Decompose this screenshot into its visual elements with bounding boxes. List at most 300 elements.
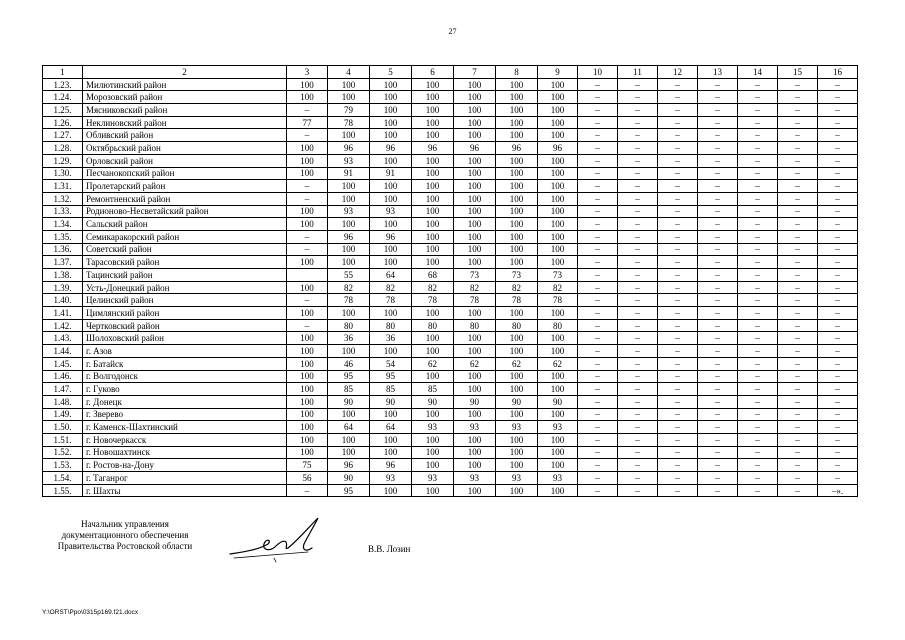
district-name-cell: Морозовский район — [83, 91, 287, 104]
value-cell: 100 — [454, 218, 496, 231]
value-cell: 100 — [454, 332, 496, 345]
row-number-cell: 1.25. — [43, 104, 83, 117]
value-cell: 100 — [454, 205, 496, 218]
column-header-5: 5 — [370, 66, 412, 79]
value-cell: 93 — [370, 205, 412, 218]
value-cell: – — [618, 230, 658, 243]
value-cell: – — [818, 307, 858, 320]
row-number-cell: 1.38. — [43, 269, 83, 282]
value-cell: – — [778, 230, 818, 243]
value-cell: 93 — [538, 472, 578, 485]
value-cell: – — [698, 91, 738, 104]
signer-name: В.В. Лозин — [368, 544, 411, 554]
value-cell: – — [738, 129, 778, 142]
value-cell: 100 — [328, 180, 370, 193]
value-cell: – — [778, 142, 818, 155]
value-cell: – — [658, 129, 698, 142]
value-cell: 100 — [412, 307, 454, 320]
value-cell: – — [618, 433, 658, 446]
value-cell: 93 — [538, 421, 578, 434]
district-name-cell: Милютинский район — [83, 78, 287, 91]
value-cell: 96 — [370, 230, 412, 243]
value-cell: – — [698, 269, 738, 282]
value-cell: – — [698, 256, 738, 269]
value-cell: – — [578, 408, 618, 421]
value-cell: – — [698, 142, 738, 155]
value-cell: – — [658, 180, 698, 193]
table-row — [43, 192, 858, 205]
value-cell: – — [578, 256, 618, 269]
value-cell: 100 — [454, 446, 496, 459]
value-cell: 56 — [287, 472, 328, 485]
value-cell: – — [287, 230, 328, 243]
row-number-cell: 1.43. — [43, 332, 83, 345]
value-cell: – — [738, 319, 778, 332]
value-cell: – — [658, 91, 698, 104]
value-cell: – — [287, 319, 328, 332]
value-cell: 62 — [412, 357, 454, 370]
district-name-cell: г. Азов — [83, 345, 287, 358]
signer-title-line-2: документационного обеспечения — [61, 530, 189, 540]
value-cell: 100 — [287, 345, 328, 358]
row-number-cell: 1.33. — [43, 205, 83, 218]
value-cell: 100 — [412, 446, 454, 459]
district-name-cell: Целинский район — [83, 294, 287, 307]
value-cell: – — [578, 91, 618, 104]
value-cell: 91 — [328, 167, 370, 180]
value-cell: – — [738, 370, 778, 383]
value-cell: 100 — [496, 433, 538, 446]
value-cell: – — [698, 205, 738, 218]
value-cell: – — [618, 154, 658, 167]
value-cell: – — [818, 433, 858, 446]
value-cell: 100 — [454, 408, 496, 421]
value-cell: 100 — [454, 383, 496, 396]
district-name-cell: г. Батайск — [83, 357, 287, 370]
value-cell: – — [738, 408, 778, 421]
table-row — [43, 218, 858, 231]
value-cell: 90 — [454, 395, 496, 408]
value-cell: 100 — [328, 408, 370, 421]
value-cell: – — [738, 433, 778, 446]
column-header-4: 4 — [328, 66, 370, 79]
value-cell: – — [818, 345, 858, 358]
value-cell: 93 — [370, 472, 412, 485]
district-name-cell: Родионово-Несветайский район — [83, 205, 287, 218]
value-cell: – — [818, 472, 858, 485]
column-header-1: 1 — [43, 66, 83, 79]
value-cell: – — [578, 319, 618, 332]
table-row — [43, 91, 858, 104]
value-cell: – — [698, 129, 738, 142]
value-cell: – — [818, 383, 858, 396]
value-cell: – — [698, 218, 738, 231]
value-cell: 100 — [454, 167, 496, 180]
value-cell: – — [658, 484, 698, 497]
value-cell: 100 — [538, 91, 578, 104]
value-cell: 100 — [328, 433, 370, 446]
value-cell: 100 — [370, 345, 412, 358]
value-cell: – — [738, 256, 778, 269]
value-cell: 100 — [328, 256, 370, 269]
value-cell: 100 — [370, 307, 412, 320]
value-cell: 100 — [287, 357, 328, 370]
value-cell: 100 — [328, 243, 370, 256]
table-row — [43, 319, 858, 332]
value-cell: – — [698, 383, 738, 396]
value-cell: – — [818, 205, 858, 218]
value-cell: – — [698, 345, 738, 358]
value-cell: – — [618, 205, 658, 218]
value-cell: 100 — [412, 243, 454, 256]
row-number-cell: 1.24. — [43, 91, 83, 104]
district-name-cell: г. Донецк — [83, 395, 287, 408]
value-cell: – — [698, 459, 738, 472]
value-cell: – — [578, 345, 618, 358]
value-cell: 100 — [287, 370, 328, 383]
value-cell: – — [818, 357, 858, 370]
value-cell: 100 — [412, 91, 454, 104]
district-name-cell: Пролетарский район — [83, 180, 287, 193]
district-name-cell: Шолоховский район — [83, 332, 287, 345]
value-cell: 100 — [538, 307, 578, 320]
value-cell: – — [818, 421, 858, 434]
value-cell: – — [698, 433, 738, 446]
value-cell: 100 — [454, 345, 496, 358]
value-cell: 100 — [287, 395, 328, 408]
value-cell: – — [698, 408, 738, 421]
value-cell: 100 — [287, 167, 328, 180]
value-cell: – — [818, 319, 858, 332]
value-cell: – — [778, 383, 818, 396]
value-cell: 100 — [538, 345, 578, 358]
value-cell: – — [778, 307, 818, 320]
value-cell: 93 — [328, 154, 370, 167]
value-cell: 100 — [538, 332, 578, 345]
value-cell: – — [578, 370, 618, 383]
value-cell: 100 — [496, 104, 538, 117]
value-cell: – — [618, 332, 658, 345]
value-cell: – — [618, 383, 658, 396]
value-cell: – — [658, 256, 698, 269]
column-header-3: 3 — [287, 66, 328, 79]
row-number-cell: 1.44. — [43, 345, 83, 358]
value-cell: – — [698, 357, 738, 370]
data-table — [42, 65, 858, 497]
district-name-cell: г. Новошахтинск — [83, 446, 287, 459]
value-cell: – — [658, 116, 698, 129]
row-number-cell: 1.37. — [43, 256, 83, 269]
value-cell: – — [618, 408, 658, 421]
value-cell: – — [658, 446, 698, 459]
value-cell: – — [658, 281, 698, 294]
value-cell: – — [738, 167, 778, 180]
value-cell: 82 — [412, 281, 454, 294]
value-cell: 100 — [496, 332, 538, 345]
value-cell: 95 — [370, 370, 412, 383]
row-number-cell: 1.49. — [43, 408, 83, 421]
district-name-cell: г. Гуково — [83, 383, 287, 396]
value-cell: 100 — [328, 446, 370, 459]
value-cell: 100 — [538, 433, 578, 446]
table-row — [43, 357, 858, 370]
district-name-cell: Орловский район — [83, 154, 287, 167]
value-cell: 85 — [412, 383, 454, 396]
value-cell: 100 — [496, 459, 538, 472]
value-cell: – — [778, 357, 818, 370]
value-cell: – — [778, 421, 818, 434]
value-cell: – — [698, 294, 738, 307]
value-cell: 100 — [454, 116, 496, 129]
value-cell: – — [578, 192, 618, 205]
value-cell: – — [658, 294, 698, 307]
value-cell: – — [818, 230, 858, 243]
value-cell: – — [578, 294, 618, 307]
value-cell: – — [287, 294, 328, 307]
value-cell: 100 — [454, 256, 496, 269]
value-cell: 100 — [412, 332, 454, 345]
value-cell: 100 — [454, 370, 496, 383]
value-cell: 90 — [412, 395, 454, 408]
value-cell: – — [618, 256, 658, 269]
value-cell: – — [578, 332, 618, 345]
value-cell: 100 — [538, 459, 578, 472]
district-name-cell: Песчанокопский район — [83, 167, 287, 180]
value-cell: – — [658, 345, 698, 358]
value-cell: 100 — [538, 230, 578, 243]
value-cell: – — [738, 142, 778, 155]
value-cell: 100 — [412, 192, 454, 205]
value-cell: 95 — [328, 370, 370, 383]
row-number-cell: 1.31. — [43, 180, 83, 193]
value-cell: – — [287, 180, 328, 193]
value-cell: – — [618, 446, 658, 459]
value-cell: – — [778, 395, 818, 408]
value-cell: 100 — [370, 484, 412, 497]
value-cell: 100 — [287, 408, 328, 421]
column-header-14: 14 — [738, 66, 778, 79]
value-cell: –». — [818, 484, 858, 497]
value-cell: 100 — [370, 180, 412, 193]
value-cell: – — [818, 154, 858, 167]
value-cell: 100 — [287, 332, 328, 345]
value-cell: – — [578, 357, 618, 370]
value-cell: – — [818, 256, 858, 269]
table-row — [43, 345, 858, 358]
value-cell: – — [738, 395, 778, 408]
value-cell: – — [738, 345, 778, 358]
value-cell: – — [618, 472, 658, 485]
value-cell: – — [618, 307, 658, 320]
value-cell: 100 — [328, 307, 370, 320]
value-cell: 100 — [454, 192, 496, 205]
value-cell: – — [738, 294, 778, 307]
table-row — [43, 167, 858, 180]
value-cell: 100 — [370, 408, 412, 421]
table-row — [43, 154, 858, 167]
value-cell: 54 — [370, 357, 412, 370]
value-cell: 100 — [412, 129, 454, 142]
value-cell: – — [658, 78, 698, 91]
row-number-cell: 1.23. — [43, 78, 83, 91]
value-cell: – — [818, 408, 858, 421]
value-cell: – — [778, 78, 818, 91]
value-cell: 100 — [496, 167, 538, 180]
value-cell: 46 — [328, 357, 370, 370]
value-cell: – — [578, 472, 618, 485]
value-cell: – — [738, 446, 778, 459]
value-cell: – — [618, 116, 658, 129]
value-cell: – — [578, 484, 618, 497]
table-row — [43, 433, 858, 446]
value-cell: – — [818, 104, 858, 117]
row-number-cell: 1.40. — [43, 294, 83, 307]
value-cell: 73 — [496, 269, 538, 282]
value-cell: – — [778, 91, 818, 104]
value-cell: – — [738, 91, 778, 104]
value-cell: 100 — [538, 484, 578, 497]
value-cell: 100 — [496, 370, 538, 383]
row-number-cell: 1.45. — [43, 357, 83, 370]
value-cell: – — [778, 281, 818, 294]
value-cell: 82 — [370, 281, 412, 294]
value-cell: 62 — [454, 357, 496, 370]
value-cell: – — [778, 484, 818, 497]
value-cell: – — [618, 345, 658, 358]
row-number-cell: 1.35. — [43, 230, 83, 243]
value-cell: 100 — [496, 383, 538, 396]
row-number-cell: 1.51. — [43, 433, 83, 446]
district-name-cell: г. Шахты — [83, 484, 287, 497]
value-cell: – — [778, 180, 818, 193]
value-cell: – — [778, 459, 818, 472]
value-cell: 100 — [328, 218, 370, 231]
value-cell: 100 — [412, 180, 454, 193]
value-cell: – — [738, 281, 778, 294]
value-cell: – — [738, 243, 778, 256]
row-number-cell: 1.55. — [43, 484, 83, 497]
value-cell: – — [658, 433, 698, 446]
value-cell: – — [738, 116, 778, 129]
value-cell: 96 — [328, 142, 370, 155]
district-name-cell: Ремонтненский район — [83, 192, 287, 205]
row-number-cell: 1.41. — [43, 307, 83, 320]
value-cell: 100 — [328, 345, 370, 358]
value-cell: 96 — [370, 459, 412, 472]
value-cell: 100 — [496, 408, 538, 421]
value-cell: – — [287, 484, 328, 497]
value-cell: 80 — [496, 319, 538, 332]
value-cell: – — [818, 78, 858, 91]
value-cell: – — [698, 192, 738, 205]
value-cell: 62 — [538, 357, 578, 370]
value-cell: 100 — [287, 142, 328, 155]
row-number-cell: 1.46. — [43, 370, 83, 383]
value-cell: 100 — [287, 281, 328, 294]
value-cell: – — [738, 205, 778, 218]
value-cell: – — [287, 129, 328, 142]
value-cell: – — [618, 167, 658, 180]
column-header-6: 6 — [412, 66, 454, 79]
value-cell: 93 — [454, 472, 496, 485]
value-cell: – — [818, 395, 858, 408]
value-cell: 100 — [454, 307, 496, 320]
value-cell: 100 — [328, 129, 370, 142]
value-cell: – — [698, 421, 738, 434]
table-row — [43, 307, 858, 320]
value-cell: 100 — [496, 192, 538, 205]
value-cell: – — [738, 269, 778, 282]
signer-title-line-3: Правительства Ростовской области — [57, 541, 193, 551]
value-cell: – — [778, 129, 818, 142]
value-cell: 90 — [538, 395, 578, 408]
value-cell: – — [618, 294, 658, 307]
value-cell: 77 — [287, 116, 328, 129]
value-cell: – — [658, 357, 698, 370]
value-cell: 100 — [370, 78, 412, 91]
column-header-15: 15 — [778, 66, 818, 79]
value-cell: 100 — [370, 91, 412, 104]
value-cell: 100 — [496, 243, 538, 256]
value-cell: – — [818, 243, 858, 256]
value-cell: 100 — [370, 256, 412, 269]
value-cell: – — [618, 104, 658, 117]
value-cell: 100 — [538, 129, 578, 142]
value-cell: 100 — [412, 104, 454, 117]
value-cell: – — [738, 154, 778, 167]
value-cell: – — [738, 484, 778, 497]
district-name-cell: г. Каменск-Шахтинский — [83, 421, 287, 434]
value-cell: 82 — [454, 281, 496, 294]
value-cell: – — [738, 472, 778, 485]
value-cell: 96 — [496, 142, 538, 155]
value-cell: 100 — [287, 256, 328, 269]
value-cell — [287, 269, 328, 282]
table-row — [43, 370, 858, 383]
value-cell: – — [698, 319, 738, 332]
table-row — [43, 129, 858, 142]
value-cell: 100 — [287, 307, 328, 320]
value-cell: – — [738, 357, 778, 370]
value-cell: – — [578, 395, 618, 408]
row-number-cell: 1.50. — [43, 421, 83, 434]
value-cell: – — [287, 104, 328, 117]
value-cell: – — [778, 345, 818, 358]
value-cell: 64 — [328, 421, 370, 434]
value-cell: – — [778, 205, 818, 218]
value-cell: – — [658, 383, 698, 396]
value-cell: – — [578, 154, 618, 167]
value-cell: – — [578, 459, 618, 472]
value-cell: 64 — [370, 421, 412, 434]
value-cell: – — [698, 281, 738, 294]
value-cell: – — [618, 395, 658, 408]
value-cell: – — [818, 129, 858, 142]
table-row — [43, 243, 858, 256]
value-cell: 36 — [370, 332, 412, 345]
value-cell: 100 — [287, 205, 328, 218]
row-number-cell: 1.53. — [43, 459, 83, 472]
value-cell: 96 — [454, 142, 496, 155]
value-cell: 75 — [287, 459, 328, 472]
value-cell: – — [698, 167, 738, 180]
value-cell: 78 — [412, 294, 454, 307]
value-cell: 96 — [328, 459, 370, 472]
value-cell: 93 — [496, 472, 538, 485]
value-cell: – — [818, 218, 858, 231]
value-cell: – — [778, 319, 818, 332]
value-cell: 100 — [370, 154, 412, 167]
